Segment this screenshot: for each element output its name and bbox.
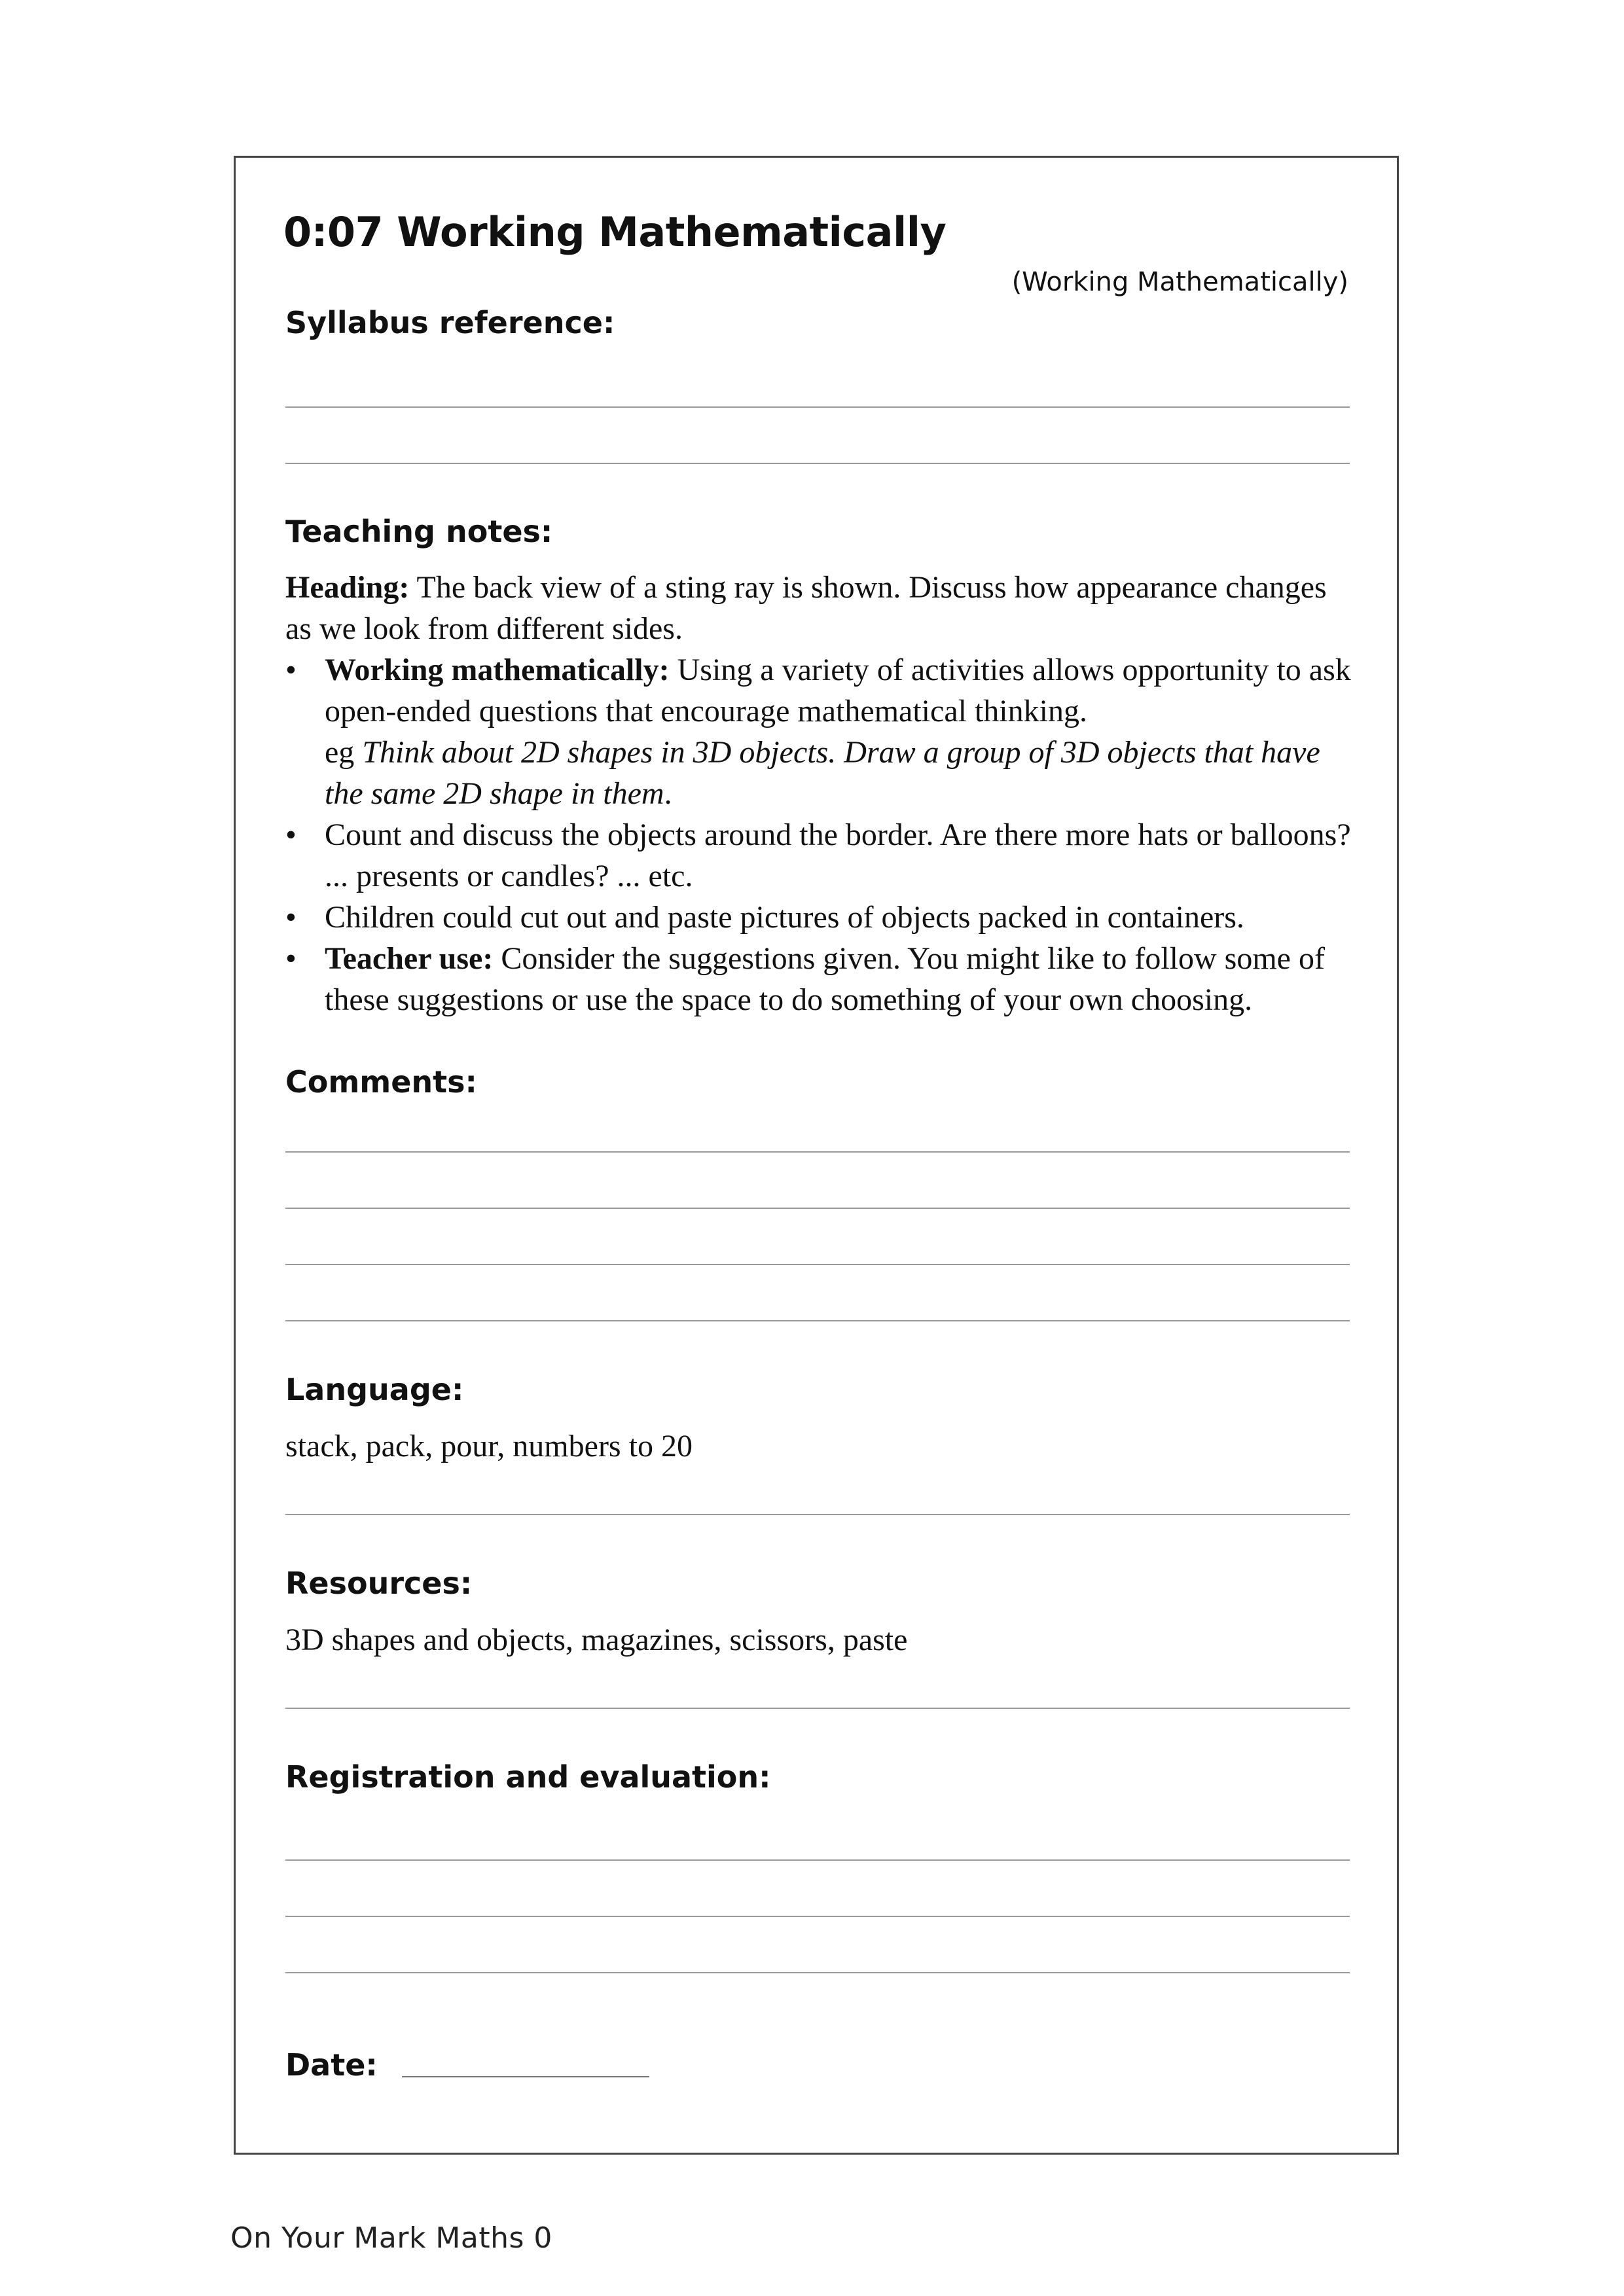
- strand-label: (Working Mathematically): [1011, 267, 1348, 297]
- bullet-label: Working mathematically:: [325, 653, 670, 687]
- teaching-notes-intro: [285, 567, 1359, 649]
- syllabus-line-1: [285, 406, 1350, 408]
- language-heading: Language:: [285, 1372, 464, 1407]
- bullet-label: Teacher use:: [325, 941, 494, 976]
- teaching-notes-list: [285, 649, 1359, 1020]
- bullet-text: Count and discuss the objects around the border. Are there more hats or balloons? ... presents or candles? ... etc.: [325, 817, 1351, 893]
- date-label: Date:: [285, 2047, 378, 2083]
- example-suffix: .: [664, 776, 672, 811]
- registration-line-2: [285, 1916, 1350, 1917]
- resources-text: 3D shapes and objects, magazines, scissors, paste: [285, 1623, 908, 1657]
- comments-line-4: [285, 1320, 1350, 1321]
- registration-line-3: [285, 1972, 1350, 1973]
- registration-line-1: [285, 1859, 1350, 1861]
- intro-label: Heading:: [285, 570, 410, 605]
- language-text: stack, pack, pour, numbers to 20: [285, 1429, 693, 1463]
- bullet-text: Consider the suggestions given. You might like to follow some of these suggestions or use the space to do something of your own choosing.: [325, 941, 1325, 1017]
- bullet-text: Children could cut out and paste pictures of objects packed in containers.: [325, 900, 1244, 935]
- intro-text: The back view of a sting ray is shown. Discuss how appearance changes as we look from different sides.: [285, 570, 1327, 646]
- language-line: [285, 1514, 1350, 1515]
- resources-heading: Resources:: [285, 1566, 473, 1601]
- page-title: 0:07 Working Mathematically: [283, 208, 947, 256]
- list-item: [285, 938, 1359, 1020]
- comments-line-2: [285, 1208, 1350, 1209]
- date-line: [402, 2076, 649, 2077]
- comments-line-3: [285, 1264, 1350, 1265]
- registration-heading: Registration and evaluation:: [285, 1759, 771, 1795]
- syllabus-line-2: [285, 463, 1350, 464]
- list-item: [285, 649, 1359, 814]
- teaching-notes-heading: Teaching notes:: [285, 514, 553, 549]
- resources-line: [285, 1708, 1350, 1709]
- bullet-text: Using a variety of activities allows opportunity to ask open-ended questions that encourage mathematical thinking.: [325, 653, 1351, 728]
- page-frame: [234, 156, 1399, 2155]
- comments-line-1: [285, 1151, 1350, 1153]
- page-footer: On Your Mark Maths 0: [230, 2221, 552, 2255]
- example-text: Think about 2D shapes in 3D objects. Draw a group of 3D objects that have the same 2D shape in them: [325, 735, 1320, 811]
- comments-heading: Comments:: [285, 1064, 477, 1100]
- example-prefix: eg: [325, 735, 363, 770]
- list-item: [285, 814, 1359, 897]
- syllabus-heading: Syllabus reference:: [285, 305, 615, 340]
- list-item: [285, 897, 1359, 938]
